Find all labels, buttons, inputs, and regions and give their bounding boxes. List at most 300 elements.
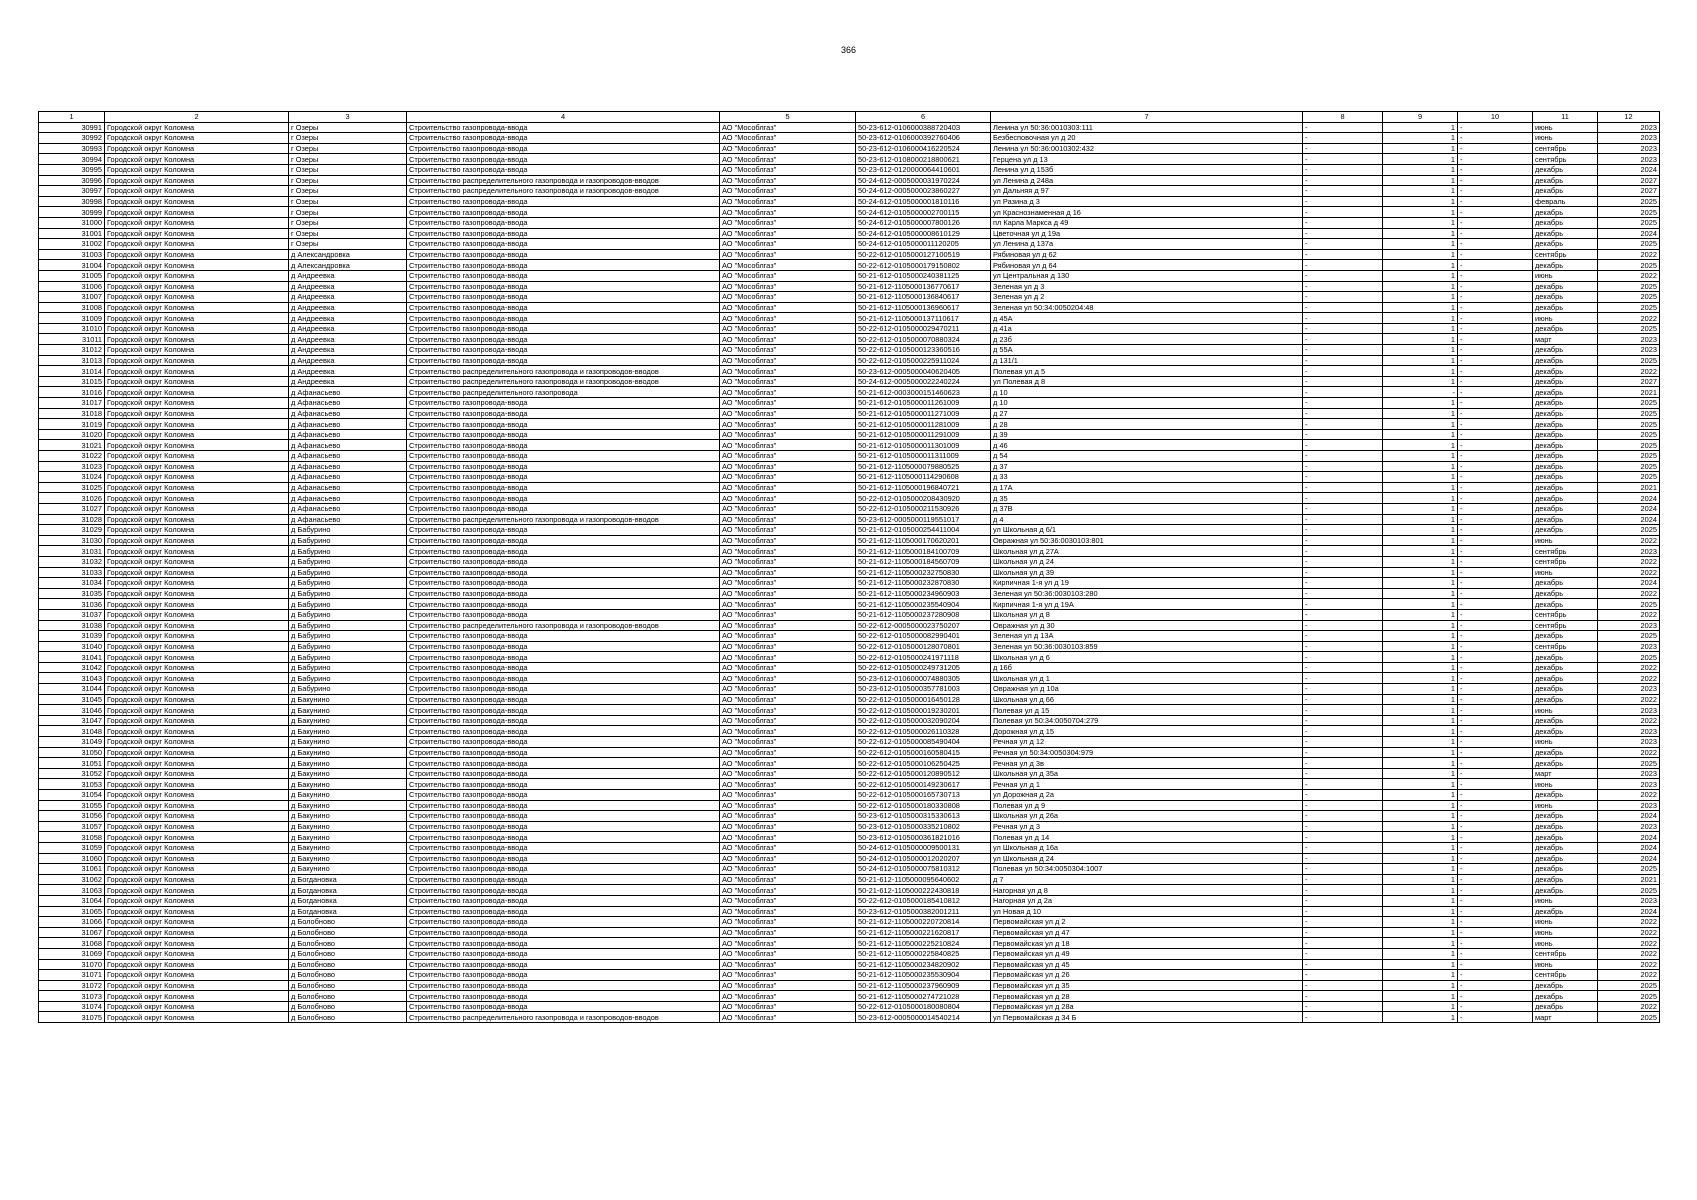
settlement-cell: д Бабурино bbox=[289, 662, 407, 673]
settlement-cell: д Афанасьево bbox=[289, 514, 407, 525]
year-cell: 2024 bbox=[1598, 842, 1660, 853]
col-9-cell: 1 bbox=[1383, 747, 1458, 758]
col-10-cell: - bbox=[1458, 578, 1533, 589]
col-8-cell: - bbox=[1303, 578, 1383, 589]
col-8-cell: - bbox=[1303, 917, 1383, 928]
application-number-cell: 50-21-612-1105000196840721 bbox=[856, 482, 991, 493]
col-9-cell: 1 bbox=[1383, 811, 1458, 822]
row-number-cell: 31059 bbox=[39, 842, 105, 853]
organization-cell: АО "Мособлгаз" bbox=[720, 652, 856, 663]
row-number-cell: 31010 bbox=[39, 323, 105, 334]
application-number-cell: 50-21-612-1105000114290608 bbox=[856, 472, 991, 483]
row-number-cell: 31026 bbox=[39, 493, 105, 504]
application-number-cell: 50-21-612-1105000234820902 bbox=[856, 959, 991, 970]
organization-cell: АО "Мособлгаз" bbox=[720, 535, 856, 546]
col-9-cell: 1 bbox=[1383, 408, 1458, 419]
year-cell: 2027 bbox=[1598, 376, 1660, 387]
address-cell: Рябиновая ул д 62 bbox=[991, 249, 1303, 260]
district-cell: Городской округ Коломна bbox=[105, 355, 289, 366]
table-row bbox=[39, 535, 1660, 546]
col-8-cell: - bbox=[1303, 482, 1383, 493]
col-9-cell: 1 bbox=[1383, 503, 1458, 514]
district-cell: Городской округ Коломна bbox=[105, 482, 289, 493]
col-8-cell: - bbox=[1303, 154, 1383, 165]
application-number-cell: 50-22-612-0105000149230617 bbox=[856, 779, 991, 790]
application-number-cell: 50-21-612-1105000235530904 bbox=[856, 970, 991, 981]
col-8-cell: - bbox=[1303, 334, 1383, 345]
application-number-cell: 50-23-612-0105000335210802 bbox=[856, 821, 991, 832]
work-type-cell: Строительство газопровода-ввода bbox=[407, 578, 720, 589]
district-cell: Городской округ Коломна bbox=[105, 440, 289, 451]
settlement-cell: д Андреевка bbox=[289, 334, 407, 345]
col-9-cell: 1 bbox=[1383, 376, 1458, 387]
organization-cell: АО "Мособлгаз" bbox=[720, 525, 856, 536]
col-9-cell: 1 bbox=[1383, 175, 1458, 186]
organization-cell: АО "Мособлгаз" bbox=[720, 991, 856, 1002]
month-cell: декабрь bbox=[1533, 228, 1598, 239]
address-cell: Школьная ул д 26а bbox=[991, 811, 1303, 822]
col-9-cell: 1 bbox=[1383, 948, 1458, 959]
table-row bbox=[39, 609, 1660, 620]
application-number-cell: 50-23-612-010600038872040З bbox=[856, 122, 991, 133]
address-cell: д 17А bbox=[991, 482, 1303, 493]
table-row bbox=[39, 239, 1660, 250]
column-number-1: 1 bbox=[39, 112, 105, 123]
table-row bbox=[39, 281, 1660, 292]
address-cell: ул Дорожная д 2а bbox=[991, 790, 1303, 801]
settlement-cell: г Озеры bbox=[289, 196, 407, 207]
work-type-cell: Строительство газопровода-ввода bbox=[407, 260, 720, 271]
col-8-cell: - bbox=[1303, 811, 1383, 822]
district-cell: Городской округ Коломна bbox=[105, 143, 289, 154]
table-row bbox=[39, 705, 1660, 716]
application-number-cell: 50-24-612-0105000075810312 bbox=[856, 864, 991, 875]
address-cell: ул Школьная д 16а bbox=[991, 842, 1303, 853]
month-cell: декабрь bbox=[1533, 1001, 1598, 1012]
col-9-cell: 1 bbox=[1383, 239, 1458, 250]
district-cell: Городской округ Коломна bbox=[105, 451, 289, 462]
settlement-cell: д Богдановка bbox=[289, 906, 407, 917]
address-cell: Зеленая ул д 3 bbox=[991, 281, 1303, 292]
year-cell: 2023 bbox=[1598, 133, 1660, 144]
year-cell: 2022 bbox=[1598, 1001, 1660, 1012]
col-8-cell: - bbox=[1303, 874, 1383, 885]
year-cell: 2022 bbox=[1598, 938, 1660, 949]
work-type-cell: Строительство газопровода-ввода bbox=[407, 832, 720, 843]
column-number-row bbox=[39, 112, 1660, 123]
year-cell: 2022 bbox=[1598, 556, 1660, 567]
col-9-cell: 1 bbox=[1383, 228, 1458, 239]
settlement-cell: д Александровка bbox=[289, 260, 407, 271]
month-cell: декабрь bbox=[1533, 514, 1598, 525]
year-cell: 2023 bbox=[1598, 705, 1660, 716]
district-cell: Городской округ Коломна bbox=[105, 917, 289, 928]
row-number-cell: 31028 bbox=[39, 514, 105, 525]
row-number-cell: 30996 bbox=[39, 175, 105, 186]
month-cell: декабрь bbox=[1533, 451, 1598, 462]
col-10-cell: - bbox=[1458, 588, 1533, 599]
organization-cell: АО "Мособлгаз" bbox=[720, 472, 856, 483]
col-9-cell: 1 bbox=[1383, 164, 1458, 175]
year-cell: 2023 bbox=[1598, 334, 1660, 345]
col-9-cell: 1 bbox=[1383, 133, 1458, 144]
work-type-cell: Строительство газопровода-ввода bbox=[407, 938, 720, 949]
organization-cell: АО "Мособлгаз" bbox=[720, 747, 856, 758]
table-row bbox=[39, 811, 1660, 822]
row-number-cell: 31008 bbox=[39, 302, 105, 313]
settlement-cell: д Болобново bbox=[289, 938, 407, 949]
col-9-cell: 1 bbox=[1383, 313, 1458, 324]
work-type-cell: Строительство газопровода-ввода bbox=[407, 959, 720, 970]
year-cell: 2023 bbox=[1598, 684, 1660, 695]
col-10-cell: - bbox=[1458, 842, 1533, 853]
work-type-cell: Строительство газопровода-ввода bbox=[407, 970, 720, 981]
col-9-cell: 1 bbox=[1383, 482, 1458, 493]
year-cell: 2025 bbox=[1598, 239, 1660, 250]
row-number-cell: 31004 bbox=[39, 260, 105, 271]
table-row bbox=[39, 599, 1660, 610]
table-row bbox=[39, 376, 1660, 387]
year-cell: 2024 bbox=[1598, 906, 1660, 917]
district-cell: Городской округ Коломна bbox=[105, 281, 289, 292]
month-cell: декабрь bbox=[1533, 874, 1598, 885]
col-8-cell: - bbox=[1303, 472, 1383, 483]
column-number-4: 4 bbox=[407, 112, 720, 123]
settlement-cell: д Бабурино bbox=[289, 599, 407, 610]
row-number-cell: 30998 bbox=[39, 196, 105, 207]
year-cell: 2022 bbox=[1598, 970, 1660, 981]
organization-cell: АО "Мособлгаз" bbox=[720, 1012, 856, 1023]
address-cell: Первомайская ул д 35 bbox=[991, 980, 1303, 991]
settlement-cell: г Озеры bbox=[289, 207, 407, 218]
col-10-cell: - bbox=[1458, 800, 1533, 811]
col-10-cell: - bbox=[1458, 1001, 1533, 1012]
organization-cell: АО "Мособлгаз" bbox=[720, 609, 856, 620]
work-type-cell: Строительство газопровода-ввода bbox=[407, 461, 720, 472]
page-number: 366 bbox=[840, 45, 857, 55]
month-cell: сентябрь bbox=[1533, 970, 1598, 981]
table-row bbox=[39, 196, 1660, 207]
row-number-cell: 31015 bbox=[39, 376, 105, 387]
month-cell: декабрь bbox=[1533, 673, 1598, 684]
row-number-cell: 31034 bbox=[39, 578, 105, 589]
col-10-cell: - bbox=[1458, 461, 1533, 472]
work-type-cell: Строительство газопровода-ввода bbox=[407, 874, 720, 885]
month-cell: июнь bbox=[1533, 779, 1598, 790]
row-number-cell: 31038 bbox=[39, 620, 105, 631]
month-cell: июнь bbox=[1533, 927, 1598, 938]
year-cell: 2024 bbox=[1598, 832, 1660, 843]
address-cell: ул Центральная д 130 bbox=[991, 270, 1303, 281]
work-type-cell: Строительство газопровода-ввода bbox=[407, 503, 720, 514]
year-cell: 2025 bbox=[1598, 864, 1660, 875]
district-cell: Городской округ Коломна bbox=[105, 535, 289, 546]
column-number-6: 6 bbox=[856, 112, 991, 123]
col-10-cell: - bbox=[1458, 546, 1533, 557]
district-cell: Городской округ Коломна bbox=[105, 652, 289, 663]
year-cell: 2025 bbox=[1598, 1012, 1660, 1023]
year-cell: 2025 bbox=[1598, 281, 1660, 292]
col-8-cell: - bbox=[1303, 493, 1383, 504]
month-cell: декабрь bbox=[1533, 811, 1598, 822]
table-row bbox=[39, 567, 1660, 578]
work-type-cell: Строительство газопровода-ввода bbox=[407, 885, 720, 896]
col-10-cell: - bbox=[1458, 705, 1533, 716]
work-type-cell: Строительство газопровода-ввода bbox=[407, 641, 720, 652]
settlement-cell: д Богдановка bbox=[289, 895, 407, 906]
address-cell: Речная ул д 3в bbox=[991, 758, 1303, 769]
col-9-cell: 1 bbox=[1383, 821, 1458, 832]
year-cell: 2023 bbox=[1598, 726, 1660, 737]
application-number-cell: 50-21-612-1105000136770617 bbox=[856, 281, 991, 292]
col-8-cell: - bbox=[1303, 196, 1383, 207]
table-row bbox=[39, 143, 1660, 154]
col-8-cell: - bbox=[1303, 313, 1383, 324]
month-cell: декабрь bbox=[1533, 260, 1598, 271]
district-cell: Городской округ Коломна bbox=[105, 927, 289, 938]
work-type-cell: Строительство газопровода-ввода bbox=[407, 779, 720, 790]
row-number-cell: 31019 bbox=[39, 419, 105, 430]
work-type-cell: Строительство газопровода-ввода bbox=[407, 196, 720, 207]
col-8-cell: - bbox=[1303, 567, 1383, 578]
year-cell: 2022 bbox=[1598, 715, 1660, 726]
settlement-cell: д Афанасьево bbox=[289, 461, 407, 472]
year-cell: 2024 bbox=[1598, 228, 1660, 239]
col-8-cell: - bbox=[1303, 790, 1383, 801]
address-cell: Школьная ул д 66 bbox=[991, 694, 1303, 705]
settlement-cell: д Болобново bbox=[289, 991, 407, 1002]
col-9-cell: 1 bbox=[1383, 556, 1458, 567]
organization-cell: АО "Мособлгаз" bbox=[720, 239, 856, 250]
col-8-cell: - bbox=[1303, 143, 1383, 154]
work-type-cell: Строительство газопровода-ввода bbox=[407, 673, 720, 684]
address-cell: д 23б bbox=[991, 334, 1303, 345]
table-body bbox=[39, 122, 1660, 1022]
work-type-cell: Строительство распределительного газопровода и газопроводов-вводов bbox=[407, 175, 720, 186]
row-number-cell: 31017 bbox=[39, 398, 105, 409]
work-type-cell: Строительство газопровода-ввода bbox=[407, 482, 720, 493]
table-row bbox=[39, 493, 1660, 504]
month-cell: декабрь bbox=[1533, 503, 1598, 514]
address-cell: Полевая ул д 14 bbox=[991, 832, 1303, 843]
col-8-cell: - bbox=[1303, 864, 1383, 875]
settlement-cell: д Бакунино bbox=[289, 694, 407, 705]
application-number-cell: 50-21-612-1105000136840617 bbox=[856, 292, 991, 303]
year-cell: 2023 bbox=[1598, 122, 1660, 133]
row-number-cell: 31075 bbox=[39, 1012, 105, 1023]
row-number-cell: 31064 bbox=[39, 895, 105, 906]
settlement-cell: д Андреевка bbox=[289, 281, 407, 292]
year-cell: 2022 bbox=[1598, 673, 1660, 684]
col-8-cell: - bbox=[1303, 938, 1383, 949]
organization-cell: АО "Мособлгаз" bbox=[720, 461, 856, 472]
settlement-cell: д Афанасьево bbox=[289, 503, 407, 514]
month-cell: декабрь bbox=[1533, 906, 1598, 917]
col-10-cell: - bbox=[1458, 790, 1533, 801]
month-cell: декабрь bbox=[1533, 292, 1598, 303]
col-9-cell: 1 bbox=[1383, 726, 1458, 737]
table-row bbox=[39, 472, 1660, 483]
application-number-cell: 50-21-612-1105000170620201 bbox=[856, 535, 991, 546]
address-cell: Нагорная ул д 2а bbox=[991, 895, 1303, 906]
application-number-cell: 50-23-612-0105000315330613 bbox=[856, 811, 991, 822]
col-9-cell: 1 bbox=[1383, 673, 1458, 684]
row-number-cell: 31050 bbox=[39, 747, 105, 758]
work-type-cell: Строительство газопровода-ввода bbox=[407, 842, 720, 853]
work-type-cell: Строительство газопровода-ввода bbox=[407, 546, 720, 557]
col-9-cell: - bbox=[1383, 387, 1458, 398]
organization-cell: АО "Мособлгаз" bbox=[720, 451, 856, 462]
settlement-cell: д Бабурино bbox=[289, 525, 407, 536]
work-type-cell: Строительство газопровода-ввода bbox=[407, 451, 720, 462]
col-8-cell: - bbox=[1303, 927, 1383, 938]
col-10-cell: - bbox=[1458, 514, 1533, 525]
month-cell: декабрь bbox=[1533, 991, 1598, 1002]
col-10-cell: - bbox=[1458, 323, 1533, 334]
col-10-cell: - bbox=[1458, 917, 1533, 928]
organization-cell: АО "Мособлгаз" bbox=[720, 906, 856, 917]
col-10-cell: - bbox=[1458, 620, 1533, 631]
application-number-cell: 50-21-612-1105000184100709 bbox=[856, 546, 991, 557]
year-cell: 2022 bbox=[1598, 917, 1660, 928]
row-number-cell: 31060 bbox=[39, 853, 105, 864]
month-cell: июнь bbox=[1533, 737, 1598, 748]
table-row bbox=[39, 503, 1660, 514]
table-row bbox=[39, 980, 1660, 991]
col-8-cell: - bbox=[1303, 387, 1383, 398]
work-type-cell: Строительство газопровода-ввода bbox=[407, 535, 720, 546]
row-number-cell: 31021 bbox=[39, 440, 105, 451]
application-number-cell: 50-23-612-0005000119551017 bbox=[856, 514, 991, 525]
address-cell: д 27 bbox=[991, 408, 1303, 419]
col-9-cell: 1 bbox=[1383, 440, 1458, 451]
application-number-cell: 50-21-612-1105000274721028 bbox=[856, 991, 991, 1002]
col-10-cell: - bbox=[1458, 662, 1533, 673]
col-8-cell: - bbox=[1303, 641, 1383, 652]
month-cell: июнь bbox=[1533, 959, 1598, 970]
col-9-cell: 1 bbox=[1383, 959, 1458, 970]
col-10-cell: - bbox=[1458, 609, 1533, 620]
year-cell: 2025 bbox=[1598, 196, 1660, 207]
district-cell: Городской округ Коломна bbox=[105, 906, 289, 917]
table-row bbox=[39, 684, 1660, 695]
year-cell: 2027 bbox=[1598, 175, 1660, 186]
work-type-cell: Строительство газопровода-ввода bbox=[407, 1001, 720, 1012]
table-row bbox=[39, 758, 1660, 769]
work-type-cell: Строительство газопровода-ввода bbox=[407, 133, 720, 144]
col-8-cell: - bbox=[1303, 451, 1383, 462]
col-9-cell: 1 bbox=[1383, 641, 1458, 652]
application-number-cell: 50-24-612-0105000002700115 bbox=[856, 207, 991, 218]
organization-cell: АО "Мособлгаз" bbox=[720, 302, 856, 313]
application-number-cell: 50-21-612-1105000222430818 bbox=[856, 885, 991, 896]
address-cell: д 54 bbox=[991, 451, 1303, 462]
column-number-5: 5 bbox=[720, 112, 856, 123]
work-type-cell: Строительство газопровода-ввода bbox=[407, 122, 720, 133]
table-row bbox=[39, 747, 1660, 758]
year-cell: 2024 bbox=[1598, 493, 1660, 504]
organization-cell: АО "Мособлгаз" bbox=[720, 514, 856, 525]
table-row bbox=[39, 917, 1660, 928]
row-number-cell: 31027 bbox=[39, 503, 105, 514]
application-number-cell: 50-21-612-0105000011311009 bbox=[856, 451, 991, 462]
month-cell: июнь bbox=[1533, 535, 1598, 546]
row-number-cell: 31055 bbox=[39, 800, 105, 811]
organization-cell: АО "Мособлгаз" bbox=[720, 811, 856, 822]
table-row bbox=[39, 620, 1660, 631]
col-9-cell: 1 bbox=[1383, 143, 1458, 154]
address-cell: ул Первомайская д 34 Б bbox=[991, 1012, 1303, 1023]
application-number-cell: 50-21-612-1105000079880525 bbox=[856, 461, 991, 472]
col-8-cell: - bbox=[1303, 376, 1383, 387]
year-cell: 2021 bbox=[1598, 387, 1660, 398]
col-10-cell: - bbox=[1458, 991, 1533, 1002]
settlement-cell: д Бакунино bbox=[289, 715, 407, 726]
table-row bbox=[39, 927, 1660, 938]
table-row bbox=[39, 715, 1660, 726]
application-number-cell: 50-22-612-0105000085490404 bbox=[856, 737, 991, 748]
table-row bbox=[39, 726, 1660, 737]
settlement-cell: д Болобново bbox=[289, 970, 407, 981]
organization-cell: АО "Мособлгаз" bbox=[720, 387, 856, 398]
address-cell: д 41а bbox=[991, 323, 1303, 334]
district-cell: Городской округ Коломна bbox=[105, 175, 289, 186]
year-cell: 2025 bbox=[1598, 980, 1660, 991]
row-number-cell: 31020 bbox=[39, 429, 105, 440]
col-9-cell: 1 bbox=[1383, 355, 1458, 366]
row-number-cell: 31051 bbox=[39, 758, 105, 769]
district-cell: Городской округ Коломна bbox=[105, 546, 289, 557]
address-cell: Кирпичная 1-я ул д 19А bbox=[991, 599, 1303, 610]
settlement-cell: д Бакунино bbox=[289, 853, 407, 864]
col-9-cell: 1 bbox=[1383, 525, 1458, 536]
month-cell: сентябрь bbox=[1533, 556, 1598, 567]
col-9-cell: 1 bbox=[1383, 217, 1458, 228]
district-cell: Городской округ Коломна bbox=[105, 853, 289, 864]
month-cell: декабрь bbox=[1533, 387, 1598, 398]
address-cell: ул Ленина д 137а bbox=[991, 239, 1303, 250]
settlement-cell: д Бакунино bbox=[289, 768, 407, 779]
work-type-cell: Строительство распределительного газопровода и газопроводов-вводов bbox=[407, 186, 720, 197]
work-type-cell: Строительство газопровода-ввода bbox=[407, 313, 720, 324]
row-number-cell: 31016 bbox=[39, 387, 105, 398]
table-row bbox=[39, 175, 1660, 186]
row-number-cell: 31012 bbox=[39, 345, 105, 356]
organization-cell: АО "Мособлгаз" bbox=[720, 779, 856, 790]
col-9-cell: 1 bbox=[1383, 609, 1458, 620]
row-number-cell: 31061 bbox=[39, 864, 105, 875]
col-8-cell: - bbox=[1303, 323, 1383, 334]
organization-cell: АО "Мособлгаз" bbox=[720, 398, 856, 409]
row-number-cell: 31054 bbox=[39, 790, 105, 801]
col-9-cell: 1 bbox=[1383, 779, 1458, 790]
organization-cell: АО "Мособлгаз" bbox=[720, 133, 856, 144]
settlement-cell: г Озеры bbox=[289, 154, 407, 165]
month-cell: декабрь bbox=[1533, 281, 1598, 292]
settlement-cell: г Озеры bbox=[289, 122, 407, 133]
application-number-cell: 50-23-612-0005000040620405 bbox=[856, 366, 991, 377]
settlement-cell: д Афанасьево bbox=[289, 440, 407, 451]
col-9-cell: 1 bbox=[1383, 599, 1458, 610]
settlement-cell: д Бакунино bbox=[289, 779, 407, 790]
col-10-cell: - bbox=[1458, 768, 1533, 779]
district-cell: Городской округ Коломна bbox=[105, 334, 289, 345]
address-cell: ул Школьная д 24 bbox=[991, 853, 1303, 864]
organization-cell: АО "Мособлгаз" bbox=[720, 429, 856, 440]
district-cell: Городской округ Коломна bbox=[105, 758, 289, 769]
col-10-cell: - bbox=[1458, 525, 1533, 536]
district-cell: Городской округ Коломна bbox=[105, 292, 289, 303]
